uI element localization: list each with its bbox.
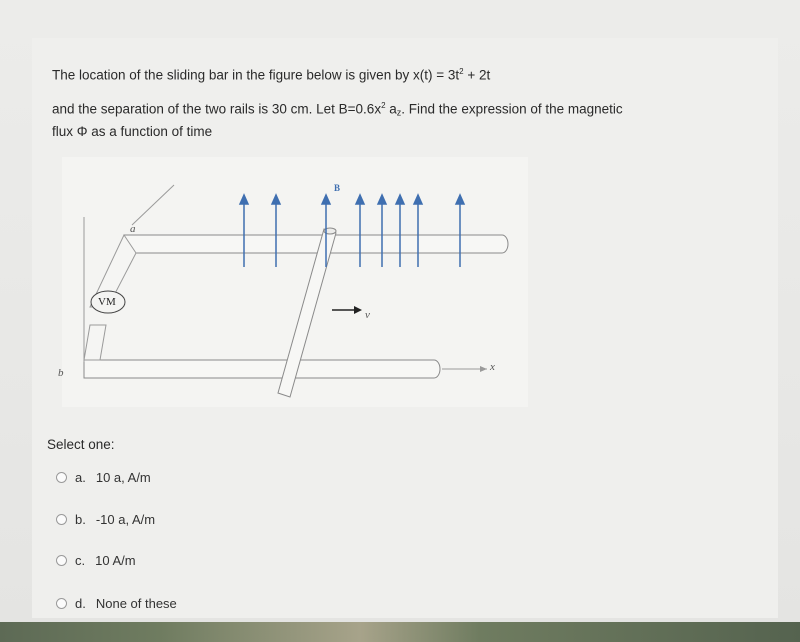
label-v: v: [365, 309, 370, 321]
label-x: x: [490, 361, 495, 373]
option-d-letter: d.: [75, 595, 86, 611]
sliding-bar-figure: [58, 157, 528, 407]
x-axis-arrowhead: [480, 366, 487, 372]
option-d[interactable]: [56, 593, 177, 613]
option-a[interactable]: [56, 467, 151, 487]
label-field-B: B: [334, 183, 341, 193]
question-line-3: flux Φ as a function of time: [52, 124, 213, 139]
question-line-1: The location of the sliding bar in the figure below is given by $x(t) = 3t^2 + 2t$: [52, 67, 491, 83]
option-c[interactable]: [56, 550, 136, 570]
option-b-radio[interactable]: [56, 514, 67, 525]
option-d-text: None of these: [95, 595, 177, 611]
back-rail: [124, 235, 508, 253]
option-b-letter: b.: [75, 511, 86, 527]
option-a-letter: a.: [75, 469, 86, 485]
option-c-radio[interactable]: [56, 555, 67, 566]
option-b-text: -10 a, A/m: [95, 511, 156, 527]
field-arrows: [240, 195, 464, 267]
option-a-radio[interactable]: [56, 472, 67, 483]
front-rail: [84, 360, 440, 378]
voltmeter-label: VM: [98, 296, 116, 308]
select-one-label: Select one:: [47, 437, 115, 452]
question-text: [52, 62, 772, 142]
label-b: b: [58, 367, 64, 379]
reference-line: [132, 185, 174, 225]
option-c-text: 10 A/m: [95, 552, 136, 568]
figure-drawing: [62, 157, 528, 407]
question-line-2: and the separation of the two rails is 30 cm. Let $B=0.6x^2$ $a_z$. Find the expression of the magnetic: [52, 100, 623, 117]
taskbar: [0, 622, 800, 642]
option-a-text: 10 a, A/m: [95, 469, 151, 485]
left-connector-lower: [84, 325, 106, 360]
option-b[interactable]: [56, 509, 155, 529]
label-a: a: [130, 223, 136, 235]
velocity-arrowhead: [354, 306, 362, 314]
option-c-letter: c.: [75, 552, 86, 568]
option-d-radio[interactable]: [56, 598, 67, 609]
